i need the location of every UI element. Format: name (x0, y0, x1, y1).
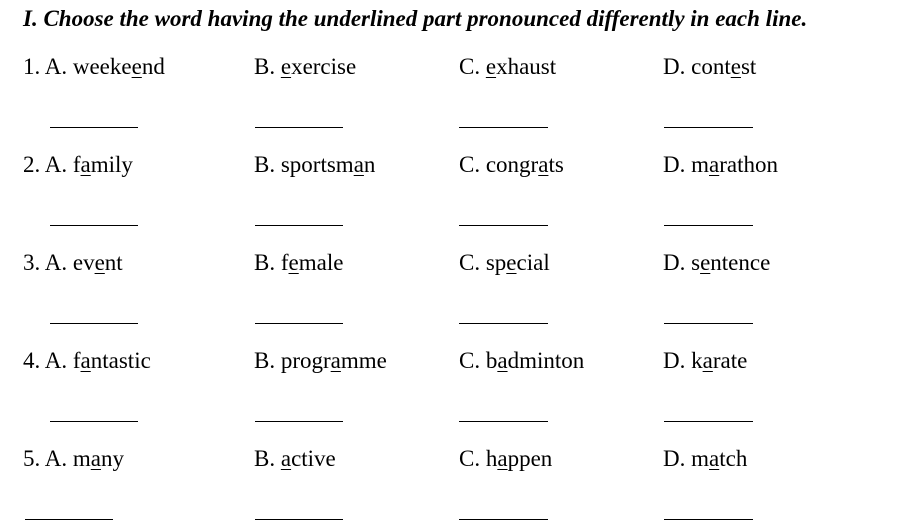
word-part: mily (90, 152, 133, 177)
answer-blank-3c[interactable] (459, 323, 548, 324)
underlined-sound: a (353, 152, 364, 177)
option-letter: C. (459, 348, 481, 373)
word-part: nd (141, 54, 165, 79)
option-4c (459, 346, 584, 376)
word-part: nt (104, 250, 123, 275)
underlined-sound: e (94, 250, 105, 275)
answer-blank-3d[interactable] (664, 323, 753, 324)
underlined-sound: a (709, 446, 720, 471)
word-part: st (740, 54, 757, 79)
answer-blank-4c[interactable] (459, 421, 548, 422)
option-letter: B. (254, 446, 276, 471)
option-2b (254, 150, 375, 180)
word-part: rathon (719, 152, 778, 177)
option-5d (663, 444, 747, 474)
option-1a (23, 52, 165, 82)
option-letter: A. (44, 54, 68, 79)
question-row-5 (0, 444, 912, 478)
option-2d (663, 150, 778, 180)
word-part: ntence (710, 250, 771, 275)
word-part: sportsm (280, 152, 354, 177)
word-part: m (691, 152, 710, 177)
question-row-3 (0, 248, 912, 282)
option-4a (23, 346, 151, 376)
word-part: m (72, 446, 91, 471)
answer-blank-4a[interactable] (50, 421, 138, 422)
underlined-sound: a (497, 348, 508, 373)
exercise-title: I. Choose the word having the underlined part pronounced differently in each line. (23, 6, 808, 31)
word-part: f (72, 348, 81, 373)
underlined-sound: a (702, 348, 713, 373)
option-2c (459, 150, 564, 180)
answer-blank-1a[interactable] (50, 127, 138, 128)
option-4d (663, 346, 747, 376)
option-4b (254, 346, 387, 376)
option-letter: B. (254, 152, 276, 177)
word-part: k (691, 348, 703, 373)
word-part: s (691, 250, 701, 275)
option-letter: D. (663, 348, 686, 373)
question-number: 2. (23, 152, 41, 177)
underlined-sound: a (280, 446, 292, 471)
word-part: h (485, 446, 498, 471)
option-letter: B. (254, 54, 276, 79)
answer-blank-1d[interactable] (664, 127, 753, 128)
underlined-sound: e (700, 250, 711, 275)
option-1d (663, 52, 756, 82)
answer-blank-5d[interactable] (664, 519, 753, 520)
answer-blank-1c[interactable] (459, 127, 548, 128)
underlined-sound: e (506, 250, 517, 275)
option-letter: D. (663, 446, 686, 471)
word-part: cial (516, 250, 550, 275)
word-part: rate (712, 348, 748, 373)
option-letter: D. (663, 54, 686, 79)
word-part: f (72, 152, 81, 177)
word-part: ny (100, 446, 124, 471)
question-number: 1. (23, 54, 41, 79)
word-part: ev (72, 250, 95, 275)
option-3b (254, 248, 343, 278)
word-part: f (280, 250, 289, 275)
underlined-sound: a (709, 152, 720, 177)
underlined-sound: a (80, 348, 91, 373)
underlined-sound: e (280, 54, 292, 79)
option-3a (23, 248, 123, 278)
option-5a (23, 444, 124, 474)
option-letter: A. (44, 446, 68, 471)
option-1c (459, 52, 556, 82)
question-number: 5. (23, 446, 41, 471)
word-part: congr (485, 152, 539, 177)
answer-blank-3a[interactable] (50, 323, 138, 324)
question-row-4 (0, 346, 912, 380)
word-part: cont (691, 54, 731, 79)
option-letter: D. (663, 250, 686, 275)
answer-blank-2c[interactable] (459, 225, 548, 226)
word-part: xhaust (496, 54, 557, 79)
option-letter: B. (254, 250, 276, 275)
option-letter: C. (459, 250, 481, 275)
question-number: 4. (23, 348, 41, 373)
word-part: xercise (291, 54, 357, 79)
word-part: n (363, 152, 376, 177)
option-3d (663, 248, 770, 278)
option-letter: A. (44, 152, 68, 177)
question-row-1 (0, 52, 912, 86)
word-part: ntastic (90, 348, 151, 373)
option-letter: B. (254, 348, 276, 373)
question-number: 3. (23, 250, 41, 275)
underlined-sound: a (538, 152, 549, 177)
answer-blank-4b[interactable] (255, 421, 343, 422)
word-part: ppen (507, 446, 553, 471)
option-3c (459, 248, 550, 278)
underlined-sound: a (497, 446, 508, 471)
option-letter: A. (44, 348, 68, 373)
answer-blank-5a[interactable] (25, 519, 113, 520)
word-part: ts (548, 152, 564, 177)
option-letter: C. (459, 446, 481, 471)
word-part: tch (719, 446, 748, 471)
word-part: ctive (291, 446, 336, 471)
word-part: b (485, 348, 498, 373)
underlined-sound: e (131, 54, 142, 79)
underlined-sound: e (485, 54, 497, 79)
word-part: mme (340, 348, 387, 373)
answer-blank-2b[interactable] (255, 225, 343, 226)
word-part: male (298, 250, 344, 275)
option-letter: D. (663, 152, 686, 177)
underlined-sound: a (90, 446, 101, 471)
underlined-sound: e (730, 54, 741, 79)
option-5b (254, 444, 336, 474)
underlined-sound: e (288, 250, 299, 275)
option-5c (459, 444, 552, 474)
answer-blank-5c[interactable] (459, 519, 548, 520)
option-letter: C. (459, 54, 481, 79)
answer-blank-4d[interactable] (664, 421, 753, 422)
option-2a (23, 150, 133, 180)
answer-blank-2a[interactable] (50, 225, 138, 226)
word-part: progr (280, 348, 331, 373)
option-letter: A. (44, 250, 68, 275)
option-1b (254, 52, 356, 82)
answer-blank-1b[interactable] (255, 127, 343, 128)
underlined-sound: a (80, 152, 91, 177)
word-part: dminton (507, 348, 585, 373)
answer-blank-3b[interactable] (255, 323, 343, 324)
answer-blank-2d[interactable] (664, 225, 753, 226)
answer-blank-5b[interactable] (255, 519, 343, 520)
word-part: weeke (72, 54, 132, 79)
option-letter: C. (459, 152, 481, 177)
underlined-sound: a (330, 348, 341, 373)
question-row-2 (0, 150, 912, 184)
word-part: m (691, 446, 710, 471)
word-part: sp (485, 250, 507, 275)
